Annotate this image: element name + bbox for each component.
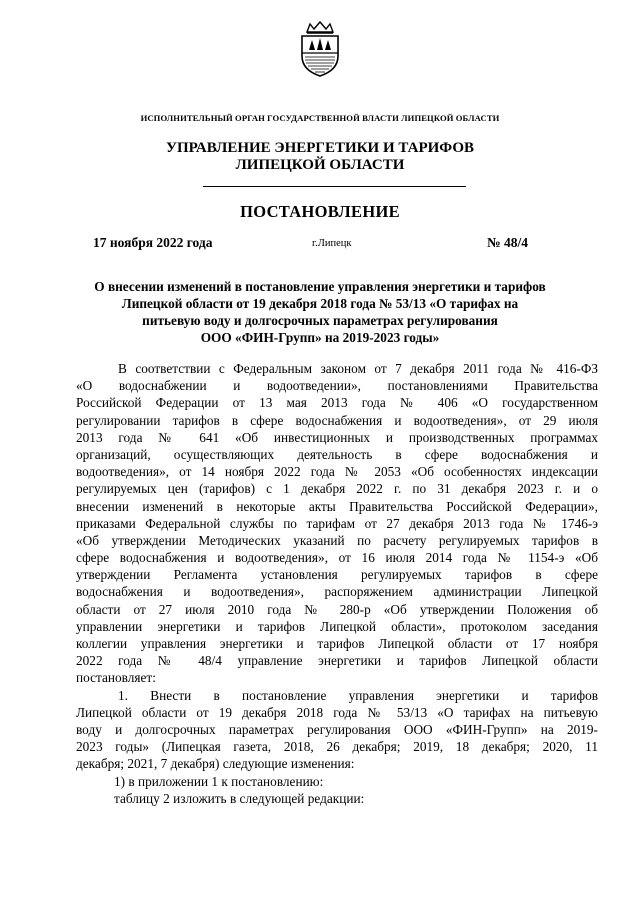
document-subject: [60, 278, 580, 346]
body-line: Липецкой области от 19 декабря 2018 года № 53/13 «О тарифах на питьевую: [76, 704, 598, 720]
body-line: 2023 годы» (Липецкая газета, 2018, 26 декабря; 2019, 18 декабря; 2020, 11: [76, 739, 598, 755]
body-line: В соответствии с Федеральным законом от 7 декабря 2011 года № 416-ФЗ: [118, 361, 598, 376]
subject-line: О внесении изменений в постановление управления энергетики и тарифов: [94, 279, 546, 294]
body-line: «О водоснабжении и водоотведении», постановлениями Правительства: [76, 378, 598, 394]
body-line: «Об утверждении Методических указаний по расчету регулируемых тарифов в: [76, 532, 598, 548]
document-number: № 48/4: [487, 235, 528, 250]
coat-of-arms-icon: [297, 20, 343, 78]
body-line: сфере водоснабжения и водоотведения», от 16 июля 2014 года № 1154-э «Об: [76, 550, 598, 566]
body-line: 1) в приложении 1 к постановлению:: [114, 773, 324, 789]
subject-line: ООО «ФИН-Групп» на 2019-2023 годы»: [200, 330, 440, 345]
header-divider: [203, 186, 466, 187]
body-line: регулировании тарифов в сфере водоснабжения и водоотведения», от 29 июля: [76, 412, 598, 428]
body-line: воду и долгосрочных параметрах регулирования ООО «ФИН-Групп» на 2019-: [76, 721, 598, 737]
document-date: 17 ноября 2022 года: [93, 235, 213, 250]
body-line: постановляет:: [76, 670, 156, 686]
document-body: [76, 360, 598, 807]
body-line: коллегии управления энергетики и тарифов Липецкой области от 17 ноября: [76, 636, 598, 651]
body-line: 2013 года № 641 «Об инвестиционных и производственных программах: [76, 429, 598, 445]
document-city: г.Липецк: [312, 238, 352, 249]
body-line: таблицу 2 изложить в следующей редакции:: [114, 790, 365, 806]
subject-line: питьевую воду и долгосрочных параметрах регулирования: [142, 313, 498, 328]
body-line: области от 27 июля 2010 года № 280-р «Об утверждении Положения об: [76, 601, 598, 617]
department-name-line2: ЛИПЕЦКОЙ ОБЛАСТИ: [235, 157, 405, 173]
body-line: Российской Федерации от 13 мая 2013 года № 406 «О государственном: [76, 395, 598, 411]
body-line: регулируемых цен (тарифов) с 1 декабря 2022 г. по 31 декабря 2023 г. и о: [76, 481, 598, 497]
body-line: утверждении Регламента установления регулируемых тарифов в сфере: [76, 567, 598, 583]
document-type: ПОСТАНОВЛЕНИЕ: [240, 202, 400, 221]
body-line: декабря; 2021, 7 декабря) следующие изменения:: [76, 756, 355, 772]
authority-name: ИСПОЛНИТЕЛЬНЫЙ ОРГАН ГОСУДАРСТВЕННОЙ ВЛАСТИ ЛИПЕЦКОЙ ОБЛАСТИ: [140, 113, 500, 123]
body-line: 1. Внести в постановление управления энергетики и тарифов: [118, 687, 598, 703]
department-name-line1: УПРАВЛЕНИЕ ЭНЕРГЕТИКИ И ТАРИФОВ: [165, 140, 475, 156]
body-line: приказами Федеральной службы по тарифам от 27 декабря 2013 года № 1746-э: [76, 515, 598, 531]
body-line: водоснабжения и водоотведения», распоряжением администрации Липецкой: [76, 584, 598, 600]
subject-line: Липецкой области от 19 декабря 2018 года № 53/13 «О тарифах на: [121, 296, 519, 311]
body-line: внесении изменений в некоторые акты Правительства Российской Федерации»,: [76, 498, 598, 514]
body-line: организаций, осуществляющих деятельность в сфере водоснабжения и: [76, 446, 598, 462]
body-line: управлении энергетики и тарифов Липецкой области», протоколом заседания: [76, 618, 598, 634]
body-line: 2022 года № 48/4 управление энергетики и тарифов Липецкой области: [76, 653, 598, 669]
body-line: водоотведения», от 14 ноября 2022 года № 2053 «Об особенностях индексации: [76, 464, 598, 480]
